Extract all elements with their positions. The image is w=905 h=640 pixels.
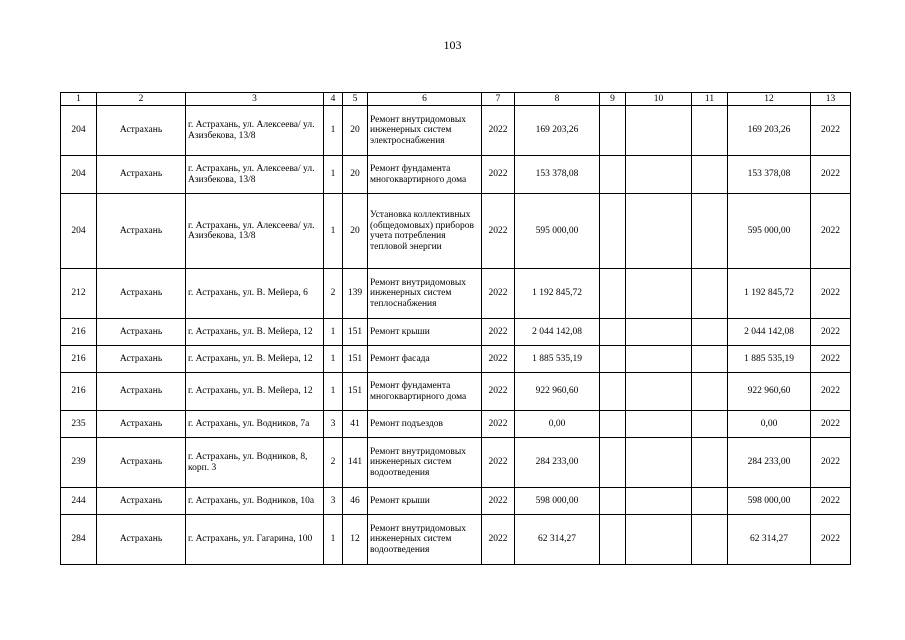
table-row — [61, 319, 851, 346]
cell-col11 — [692, 156, 728, 194]
cell-col10 — [626, 373, 692, 411]
cell-address: г. Астрахань, ул. Водников, 8, корп. 3 — [186, 438, 324, 488]
cell-end-year: 2022 — [811, 438, 851, 488]
cell-address: г. Астрахань, ул. В. Мейера, 12 — [186, 373, 324, 411]
cell-col11 — [692, 106, 728, 156]
cell-end-year: 2022 — [811, 319, 851, 346]
cell-municipality: Астрахань — [97, 438, 186, 488]
cell-col10 — [626, 488, 692, 515]
column-header-11: 11 — [692, 93, 728, 106]
cell-col4: 1 — [324, 373, 343, 411]
cell-year: 2022 — [482, 156, 515, 194]
cell-cost: 2 044 142,08 — [515, 319, 600, 346]
cell-cost-total: 284 233,00 — [728, 438, 811, 488]
cell-end-year: 2022 — [811, 373, 851, 411]
cell-col4: 3 — [324, 411, 343, 438]
table-row — [61, 488, 851, 515]
cell-end-year: 2022 — [811, 194, 851, 269]
cell-year: 2022 — [482, 269, 515, 319]
cell-cost: 595 000,00 — [515, 194, 600, 269]
cell-col5: 41 — [343, 411, 368, 438]
cell-end-year: 2022 — [811, 346, 851, 373]
cell-end-year: 2022 — [811, 411, 851, 438]
cell-col10 — [626, 346, 692, 373]
cell-year: 2022 — [482, 346, 515, 373]
cell-cost: 0,00 — [515, 411, 600, 438]
cell-col10 — [626, 269, 692, 319]
cell-municipality: Астрахань — [97, 194, 186, 269]
cell-address: г. Астрахань, ул. Алексеева/ ул. Азизбекова, 13/8 — [186, 156, 324, 194]
cell-cost-total: 922 960,60 — [728, 373, 811, 411]
capital-repair-table — [60, 92, 851, 565]
cell-number: 204 — [61, 156, 97, 194]
table-row — [61, 106, 851, 156]
column-header-9: 9 — [600, 93, 626, 106]
cell-col4: 1 — [324, 346, 343, 373]
cell-number: 204 — [61, 106, 97, 156]
cell-year: 2022 — [482, 411, 515, 438]
cell-work-type: Ремонт внутридомовых инженерных систем электроснабжения — [368, 106, 482, 156]
header-row — [61, 93, 851, 106]
cell-col5: 20 — [343, 106, 368, 156]
cell-col4: 1 — [324, 194, 343, 269]
cell-municipality: Астрахань — [97, 488, 186, 515]
cell-number: 235 — [61, 411, 97, 438]
cell-col9 — [600, 194, 626, 269]
cell-cost: 169 203,26 — [515, 106, 600, 156]
cell-col9 — [600, 488, 626, 515]
cell-work-type: Ремонт подъездов — [368, 411, 482, 438]
cell-municipality: Астрахань — [97, 411, 186, 438]
cell-col5: 20 — [343, 156, 368, 194]
cell-col5: 141 — [343, 438, 368, 488]
cell-municipality: Астрахань — [97, 269, 186, 319]
cell-number: 239 — [61, 438, 97, 488]
cell-cost-total: 1 885 535,19 — [728, 346, 811, 373]
column-header-5: 5 — [343, 93, 368, 106]
cell-year: 2022 — [482, 319, 515, 346]
cell-year: 2022 — [482, 373, 515, 411]
table-row — [61, 438, 851, 488]
cell-col5: 151 — [343, 346, 368, 373]
cell-end-year: 2022 — [811, 156, 851, 194]
cell-work-type: Установка коллективных (общедомовых) приборов учета потребления тепловой энергии — [368, 194, 482, 269]
cell-address: г. Астрахань, ул. Гагарина, 100 — [186, 515, 324, 565]
cell-cost-total: 595 000,00 — [728, 194, 811, 269]
cell-municipality: Астрахань — [97, 106, 186, 156]
cell-year: 2022 — [482, 438, 515, 488]
cell-work-type: Ремонт фундамента многоквартирного дома — [368, 156, 482, 194]
page-number: 103 — [443, 38, 462, 52]
cell-col10 — [626, 438, 692, 488]
cell-work-type: Ремонт фасада — [368, 346, 482, 373]
cell-cost-total: 62 314,27 — [728, 515, 811, 565]
cell-cost: 1 192 845,72 — [515, 269, 600, 319]
cell-col11 — [692, 411, 728, 438]
column-header-13: 13 — [811, 93, 851, 106]
cell-col4: 1 — [324, 156, 343, 194]
cell-col10 — [626, 156, 692, 194]
cell-end-year: 2022 — [811, 269, 851, 319]
cell-col10 — [626, 106, 692, 156]
column-header-1: 1 — [61, 93, 97, 106]
cell-col11 — [692, 488, 728, 515]
cell-col9 — [600, 156, 626, 194]
table-row — [61, 515, 851, 565]
cell-col9 — [600, 346, 626, 373]
cell-col11 — [692, 373, 728, 411]
cell-municipality: Астрахань — [97, 373, 186, 411]
cell-number: 244 — [61, 488, 97, 515]
column-header-12: 12 — [728, 93, 811, 106]
cell-year: 2022 — [482, 515, 515, 565]
cell-year: 2022 — [482, 106, 515, 156]
cell-col5: 139 — [343, 269, 368, 319]
cell-work-type: Ремонт крыши — [368, 488, 482, 515]
cell-col10 — [626, 515, 692, 565]
table-row — [61, 156, 851, 194]
cell-cost: 922 960,60 — [515, 373, 600, 411]
cell-address: г. Астрахань, ул. Водников, 7а — [186, 411, 324, 438]
cell-municipality: Астрахань — [97, 156, 186, 194]
cell-cost: 598 000,00 — [515, 488, 600, 515]
cell-cost-total: 153 378,08 — [728, 156, 811, 194]
cell-col5: 46 — [343, 488, 368, 515]
cell-col11 — [692, 269, 728, 319]
cell-col11 — [692, 438, 728, 488]
cell-number: 216 — [61, 319, 97, 346]
cell-address: г. Астрахань, ул. Алексеева/ ул. Азизбекова, 13/8 — [186, 106, 324, 156]
cell-col11 — [692, 346, 728, 373]
cell-col4: 3 — [324, 488, 343, 515]
cell-col9 — [600, 106, 626, 156]
column-header-10: 10 — [626, 93, 692, 106]
cell-col10 — [626, 319, 692, 346]
cell-work-type: Ремонт внутридомовых инженерных систем теплоснабжения — [368, 269, 482, 319]
cell-col4: 2 — [324, 269, 343, 319]
column-header-7: 7 — [482, 93, 515, 106]
cell-work-type: Ремонт фундамента многоквартирного дома — [368, 373, 482, 411]
cell-col9 — [600, 411, 626, 438]
cell-col5: 12 — [343, 515, 368, 565]
cell-municipality: Астрахань — [97, 319, 186, 346]
cell-number: 216 — [61, 346, 97, 373]
cell-col5: 151 — [343, 373, 368, 411]
cell-municipality: Астрахань — [97, 515, 186, 565]
cell-work-type: Ремонт внутридомовых инженерных систем водоотведения — [368, 515, 482, 565]
cell-address: г. Астрахань, ул. Водников, 10а — [186, 488, 324, 515]
cell-number: 204 — [61, 194, 97, 269]
cell-col9 — [600, 438, 626, 488]
cell-cost-total: 1 192 845,72 — [728, 269, 811, 319]
cell-number: 216 — [61, 373, 97, 411]
cell-end-year: 2022 — [811, 106, 851, 156]
cell-col11 — [692, 194, 728, 269]
cell-cost: 284 233,00 — [515, 438, 600, 488]
table-row — [61, 194, 851, 269]
column-header-6: 6 — [368, 93, 482, 106]
cell-col4: 2 — [324, 438, 343, 488]
column-header-8: 8 — [515, 93, 600, 106]
cell-cost: 1 885 535,19 — [515, 346, 600, 373]
column-header-2: 2 — [97, 93, 186, 106]
cell-work-type: Ремонт внутридомовых инженерных систем водоотведения — [368, 438, 482, 488]
cell-address: г. Астрахань, ул. В. Мейера, 12 — [186, 319, 324, 346]
cell-number: 212 — [61, 269, 97, 319]
cell-col4: 1 — [324, 515, 343, 565]
cell-address: г. Астрахань, ул. В. Мейера, 12 — [186, 346, 324, 373]
cell-col9 — [600, 269, 626, 319]
cell-cost-total: 169 203,26 — [728, 106, 811, 156]
table-row — [61, 373, 851, 411]
cell-address: г. Астрахань, ул. Алексеева/ ул. Азизбекова, 13/8 — [186, 194, 324, 269]
cell-col9 — [600, 515, 626, 565]
cell-col4: 1 — [324, 319, 343, 346]
cell-col11 — [692, 319, 728, 346]
cell-cost: 153 378,08 — [515, 156, 600, 194]
cell-col9 — [600, 373, 626, 411]
cell-col9 — [600, 319, 626, 346]
cell-cost: 62 314,27 — [515, 515, 600, 565]
cell-cost-total: 598 000,00 — [728, 488, 811, 515]
cell-number: 284 — [61, 515, 97, 565]
cell-work-type: Ремонт крыши — [368, 319, 482, 346]
cell-year: 2022 — [482, 488, 515, 515]
table-row — [61, 346, 851, 373]
cell-address: г. Астрахань, ул. В. Мейера, 6 — [186, 269, 324, 319]
column-header-4: 4 — [324, 93, 343, 106]
cell-col4: 1 — [324, 106, 343, 156]
cell-cost-total: 0,00 — [728, 411, 811, 438]
cell-year: 2022 — [482, 194, 515, 269]
cell-col11 — [692, 515, 728, 565]
cell-col5: 20 — [343, 194, 368, 269]
cell-municipality: Астрахань — [97, 346, 186, 373]
cell-col10 — [626, 194, 692, 269]
cell-end-year: 2022 — [811, 488, 851, 515]
table-row — [61, 269, 851, 319]
cell-end-year: 2022 — [811, 515, 851, 565]
cell-cost-total: 2 044 142,08 — [728, 319, 811, 346]
cell-col5: 151 — [343, 319, 368, 346]
table-row — [61, 411, 851, 438]
column-header-3: 3 — [186, 93, 324, 106]
cell-col10 — [626, 411, 692, 438]
